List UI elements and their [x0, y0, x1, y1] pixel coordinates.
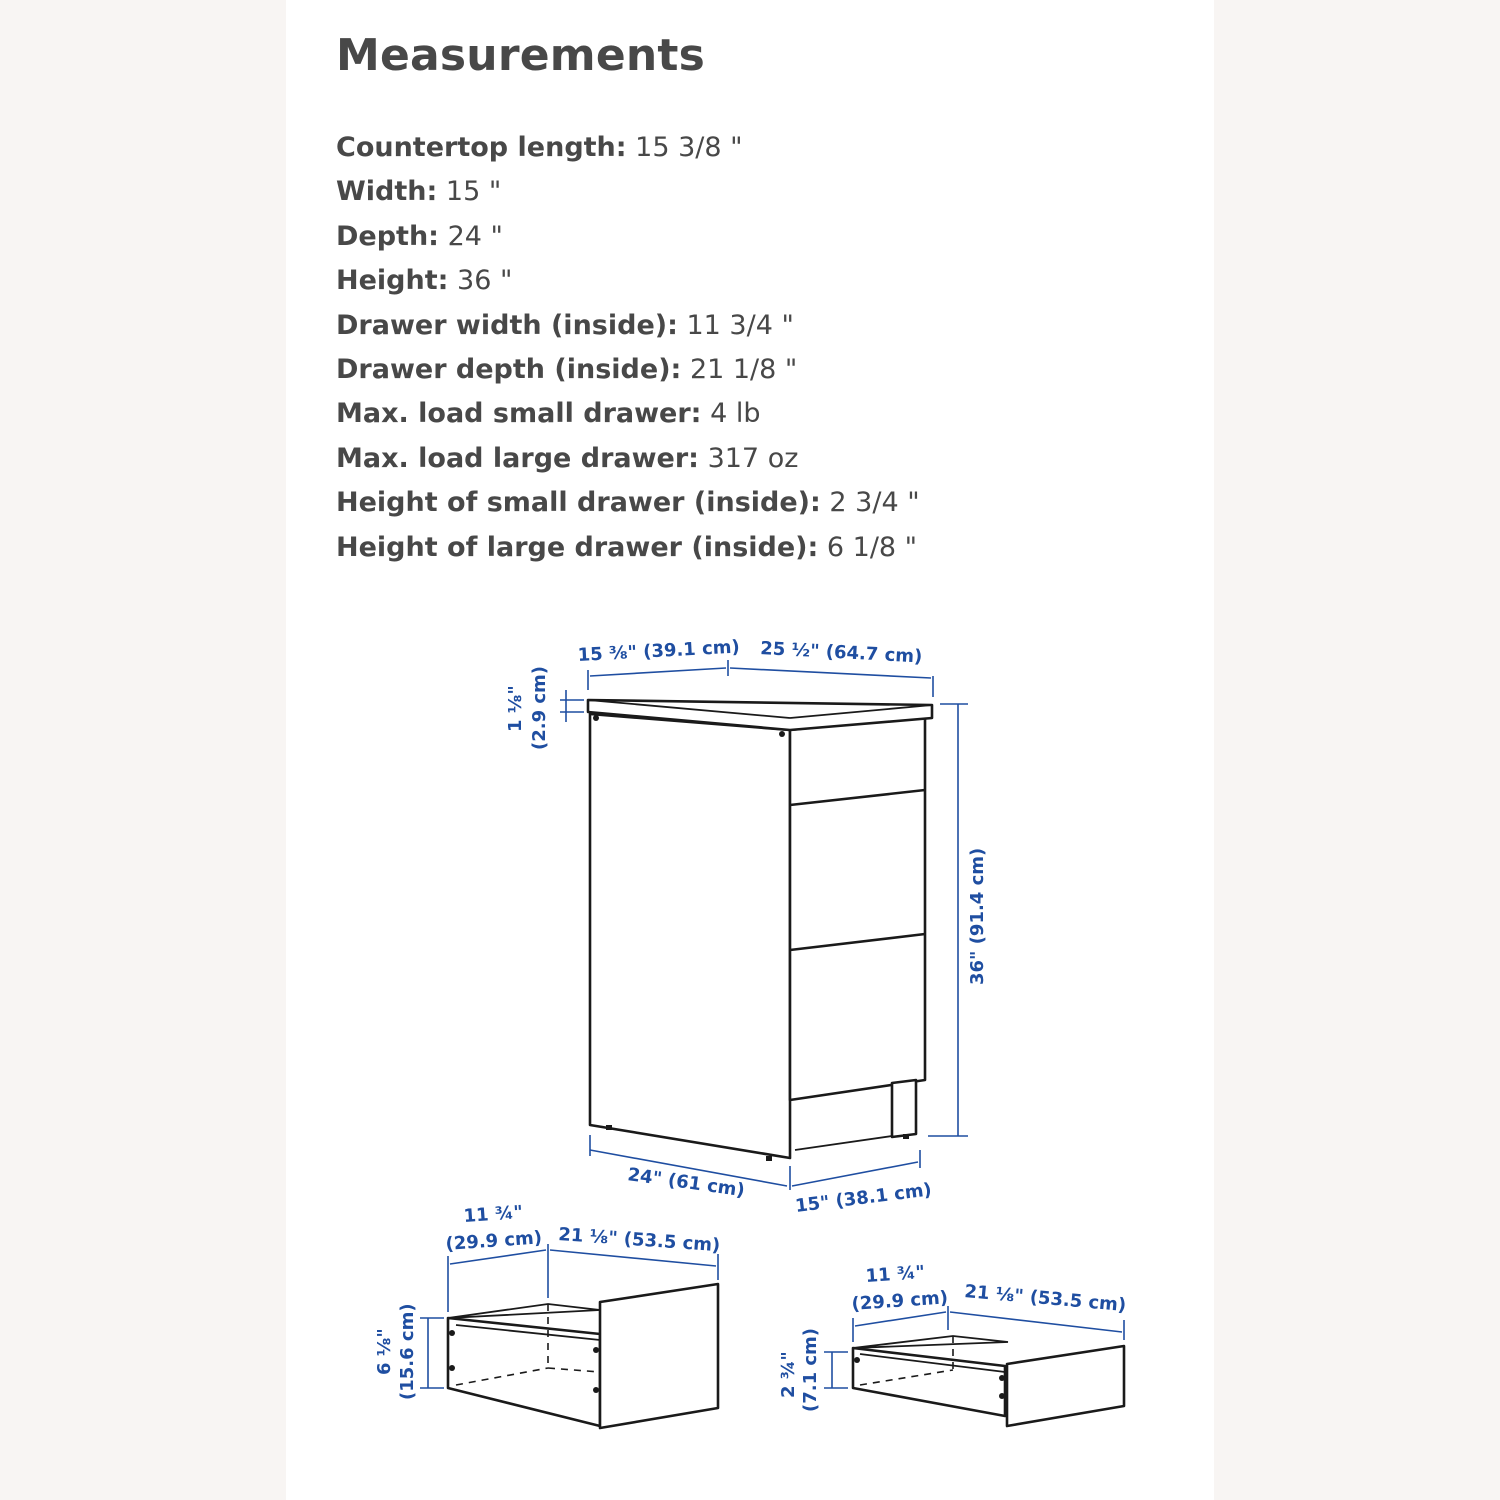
spec-value: 24 "	[447, 220, 503, 252]
dim-countertop-thickness-cm: (2.9 cm)	[529, 665, 550, 750]
dim-small-drawer-depth: 21 ⅛" (53.5 cm)	[963, 1281, 1127, 1317]
spec-key: Countertop length:	[336, 132, 627, 163]
dim-large-drawer-depth: 21 ⅛" (53.5 cm)	[557, 1224, 721, 1257]
dim-large-drawer-height-cm: (15.6 cm)	[397, 1303, 418, 1400]
cabinet-side-panel	[590, 714, 790, 1158]
screw-dot	[593, 1347, 599, 1353]
small-drawer-drawing	[853, 1336, 1124, 1426]
dim-small-drawer-height-cm: (7.1 cm)	[800, 1327, 821, 1412]
screw-dot	[779, 731, 785, 737]
spec-key: Height:	[336, 265, 449, 297]
screw-dot	[449, 1330, 455, 1336]
screw-dot	[593, 715, 599, 721]
spec-key: Depth:	[336, 220, 439, 252]
dim-countertop-thickness-in: 1 ⅛"	[505, 685, 526, 732]
dimension-diagram	[286, 0, 1214, 1500]
spec-key: Drawer width (inside):	[336, 309, 678, 341]
cabinet-front	[790, 716, 925, 1100]
spec-key: Height of small drawer (inside):	[336, 487, 821, 519]
dim-large-drawer-width-cm: (29.9 cm)	[444, 1227, 543, 1255]
plinth-line	[795, 1136, 892, 1150]
drawer-back	[853, 1336, 1008, 1348]
dim-height: 36" (91.4 cm)	[967, 847, 988, 985]
dim-line	[855, 1312, 946, 1326]
dim-depth: 24" (61 cm)	[626, 1164, 746, 1202]
spec-key: Height of large drawer (inside):	[336, 531, 819, 563]
dim-line	[950, 1312, 1122, 1332]
spec-value: 6 1/8 "	[826, 531, 918, 563]
dim-small-drawer-width-in: 11 ¾"	[864, 1261, 926, 1287]
dim-countertop-length: 15 ⅜" (39.1 cm)	[577, 636, 741, 666]
foot	[903, 1134, 909, 1139]
cabinet-leg	[892, 1080, 916, 1137]
spec-key: Max. load large drawer:	[336, 442, 699, 474]
spec-value: 15 3/8 "	[635, 132, 743, 163]
large-drawer-drawing	[448, 1284, 718, 1428]
screw-dot	[999, 1393, 1005, 1399]
product-measurements-panel	[286, 0, 1214, 1500]
dim-width: 15" (38.1 cm)	[794, 1179, 933, 1217]
spec-value: 2 3/4 "	[829, 487, 920, 519]
screw-dot	[999, 1375, 1005, 1381]
foot	[606, 1125, 612, 1130]
screw-dot	[593, 1387, 599, 1393]
dim-line	[590, 668, 726, 676]
spec-key: Width:	[336, 176, 438, 208]
foot	[766, 1156, 772, 1161]
dim-large-drawer-width-in: 11 ¾"	[462, 1201, 524, 1227]
spec-value: 36 "	[457, 265, 513, 297]
dim-small-drawer-height-in: 2 ¾"	[778, 1351, 799, 1398]
spec-value: 21 1/8 "	[689, 354, 798, 386]
screw-dot	[854, 1357, 860, 1363]
cabinet-drawing	[588, 700, 932, 1161]
dim-large-drawer-height-in: 6 ⅛"	[374, 1328, 395, 1375]
screw-dot	[449, 1365, 455, 1371]
spec-value: 317 oz	[707, 442, 799, 474]
dim-small-drawer-width-cm: (29.9 cm)	[850, 1287, 949, 1315]
spec-key: Max. load small drawer:	[336, 398, 702, 430]
spec-value: 15 "	[445, 176, 502, 208]
drawer-front-panel	[600, 1284, 718, 1428]
drawer-front-panel	[1007, 1346, 1124, 1426]
drawer-back	[448, 1304, 600, 1318]
spec-value: 4 lb	[710, 398, 761, 430]
dim-line	[730, 668, 931, 678]
spec-value: 11 3/4 "	[686, 309, 794, 341]
spec-key: Drawer depth (inside):	[336, 354, 682, 386]
section-heading: Measurements	[336, 30, 706, 81]
dim-countertop-depth: 25 ½" (64.7 cm)	[759, 638, 923, 668]
